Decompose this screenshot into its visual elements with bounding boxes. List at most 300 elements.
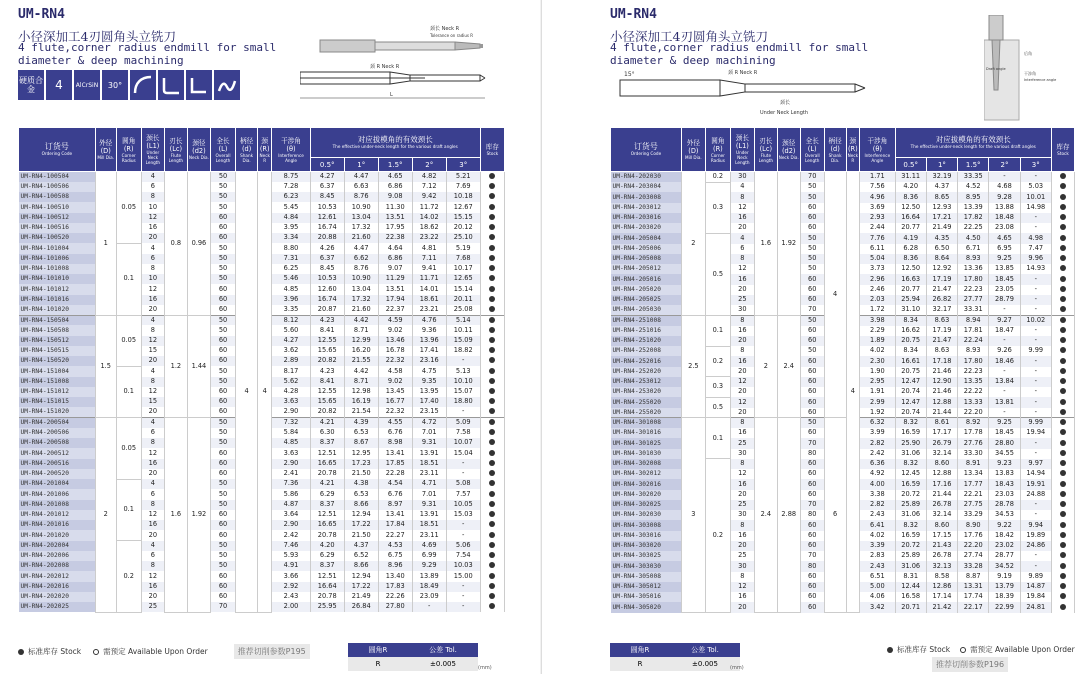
stock-status bbox=[1051, 510, 1074, 520]
stock-dot-icon bbox=[489, 173, 495, 179]
effective-length: 24.88 bbox=[1020, 490, 1051, 500]
effective-length: 21.55 bbox=[344, 356, 378, 366]
effective-length: 28.80 bbox=[989, 438, 1020, 448]
interference-angle: 2.90 bbox=[272, 520, 310, 530]
clearance-label: 后角 bbox=[1024, 51, 1032, 56]
angle-2: 2° bbox=[412, 158, 446, 172]
under-neck-length: 6 bbox=[141, 428, 164, 438]
under-neck-length: 12 bbox=[141, 448, 164, 458]
stock-status bbox=[1051, 428, 1074, 438]
effective-length: - bbox=[1020, 367, 1051, 377]
effective-length: 18.49 bbox=[412, 582, 446, 592]
effective-length: 33.31 bbox=[958, 305, 989, 315]
effective-length: 22.17 bbox=[958, 602, 989, 612]
order-code: UM-RN4-101004 bbox=[19, 243, 96, 253]
under-neck-length: 8 bbox=[730, 418, 754, 428]
order-code: UM-RN4-101008 bbox=[19, 264, 96, 274]
effective-length: 18.42 bbox=[989, 531, 1020, 541]
effective-length: 23.08 bbox=[989, 223, 1020, 233]
stock-dot-icon bbox=[1060, 583, 1066, 589]
order-code: UM-RN4-201020 bbox=[19, 530, 96, 540]
effective-length: - bbox=[1020, 213, 1051, 223]
interference-angle: 4.96 bbox=[860, 192, 895, 202]
effective-length: 20.82 bbox=[310, 356, 344, 366]
stock-dot-icon bbox=[1060, 532, 1066, 538]
stock-dot-icon bbox=[1060, 368, 1066, 374]
interference-angle: 1.71 bbox=[860, 172, 895, 183]
effective-length: 13.91 bbox=[412, 510, 446, 520]
effective-length: 8.98 bbox=[378, 438, 412, 448]
stock-dot-icon bbox=[489, 603, 495, 609]
effective-length: 20.72 bbox=[895, 490, 926, 500]
overall-length: 60 bbox=[800, 213, 824, 223]
neck-dia: 1.44 bbox=[187, 315, 210, 418]
order-code: UM-RN4-150504 bbox=[19, 315, 96, 325]
effective-length: 17.21 bbox=[926, 213, 957, 223]
tol-r-head: 圆角R bbox=[348, 643, 408, 657]
effective-length: 9.89 bbox=[1020, 572, 1051, 582]
stock-dot-icon bbox=[1060, 419, 1066, 425]
effective-length: 17.18 bbox=[926, 356, 957, 366]
stock-dot-icon bbox=[489, 573, 495, 579]
effective-length: 22.38 bbox=[378, 233, 412, 243]
effective-length: 9.97 bbox=[1020, 459, 1051, 469]
table-row bbox=[19, 172, 505, 182]
effective-length: 13.79 bbox=[989, 582, 1020, 592]
effective-length: 13.84 bbox=[989, 377, 1020, 387]
stock-dot-icon bbox=[1060, 296, 1066, 302]
effective-length: 16.77 bbox=[378, 397, 412, 407]
interference-angle: 3.99 bbox=[860, 428, 895, 438]
stock-status bbox=[1051, 264, 1074, 274]
interference-angle: 6.25 bbox=[272, 264, 310, 274]
stock-status bbox=[480, 264, 504, 274]
effective-length: 21.50 bbox=[344, 469, 378, 479]
order-code: UM-RN4-200508 bbox=[19, 438, 96, 448]
effective-length: 19.89 bbox=[1020, 531, 1051, 541]
tol-r-val-r: R bbox=[610, 657, 670, 671]
helix-badge: 30° bbox=[102, 70, 128, 100]
under-neck-length: 4 bbox=[730, 182, 754, 192]
interference-angle: 2.89 bbox=[272, 356, 310, 366]
interference-angle: 4.06 bbox=[860, 592, 895, 602]
effective-length: 6.29 bbox=[310, 551, 344, 561]
overall-length: 50 bbox=[800, 233, 824, 243]
effective-length: 10.01 bbox=[1020, 192, 1051, 202]
overall-length: 70 bbox=[800, 438, 824, 448]
effective-length: 4.59 bbox=[378, 315, 412, 325]
effective-length: - bbox=[446, 530, 480, 540]
stock-dot-icon bbox=[489, 347, 495, 353]
order-code: UM-RN4-100510 bbox=[19, 202, 96, 212]
effective-length: 32.17 bbox=[926, 305, 957, 315]
effective-length: 4.42 bbox=[344, 366, 378, 376]
effective-length: 4.75 bbox=[412, 366, 446, 376]
corner-radius: 0.3 bbox=[705, 182, 730, 233]
effective-length: 17.81 bbox=[958, 326, 989, 336]
under-neck-length: 8 bbox=[730, 459, 754, 469]
order-code: UM-RN4-101006 bbox=[19, 254, 96, 264]
stock-status bbox=[1051, 572, 1074, 582]
effective-length: 10.03 bbox=[446, 561, 480, 571]
interference-angle: 6.41 bbox=[860, 520, 895, 530]
order-code: UM-RN4-251008 bbox=[611, 315, 682, 325]
overall-length: 60 bbox=[800, 377, 824, 387]
order-code: UM-RN4-151020 bbox=[19, 407, 96, 417]
under-neck-length: 8 bbox=[730, 520, 754, 530]
effective-length: 23.21 bbox=[412, 305, 446, 315]
stock-status bbox=[480, 551, 504, 561]
order-code: UM-RN4-203004 bbox=[611, 182, 682, 192]
effective-length: 21.43 bbox=[926, 541, 957, 551]
effective-length: 6.37 bbox=[310, 182, 344, 192]
effective-length: 31.06 bbox=[895, 561, 926, 571]
effective-length: 22.27 bbox=[378, 530, 412, 540]
flutes-badge: 4 bbox=[46, 70, 72, 100]
effective-length: 23.22 bbox=[412, 233, 446, 243]
order-code: UM-RN4-205006 bbox=[611, 244, 682, 254]
effective-length: 22.26 bbox=[378, 592, 412, 602]
effective-length: 10.53 bbox=[310, 274, 344, 284]
neck-r: 4 bbox=[258, 172, 272, 613]
stock-status bbox=[480, 387, 504, 397]
effective-length: 17.41 bbox=[412, 346, 446, 356]
effective-length: 4.42 bbox=[344, 315, 378, 325]
effective-length: 8.32 bbox=[895, 459, 926, 469]
overall-length: 50 bbox=[210, 315, 235, 325]
effective-length: 17.84 bbox=[378, 520, 412, 530]
effective-length: 7.58 bbox=[446, 428, 480, 438]
effective-length: 22.32 bbox=[378, 407, 412, 417]
stock-status bbox=[480, 346, 504, 356]
effective-length: 4.98 bbox=[1020, 233, 1051, 243]
effective-length: 12.51 bbox=[310, 571, 344, 581]
interference-angle: 2.82 bbox=[860, 438, 895, 448]
stock-dot-icon bbox=[489, 214, 495, 220]
col-theta-r: 干涉角 (θ) Interference Angle bbox=[860, 128, 895, 172]
effective-length: 18.61 bbox=[412, 295, 446, 305]
stock-status bbox=[1051, 408, 1074, 418]
mill-dia: 2 bbox=[681, 172, 705, 316]
under-neck-length: 6 bbox=[141, 254, 164, 264]
stock-status bbox=[1051, 602, 1074, 612]
effective-length: 7.01 bbox=[412, 489, 446, 499]
effective-length: 15.65 bbox=[310, 397, 344, 407]
effective-length: 9.28 bbox=[989, 192, 1020, 202]
interference-angle: 2.43 bbox=[860, 561, 895, 571]
corner-radius: 0.5 bbox=[705, 233, 730, 315]
cutting-params-ref-r[interactable]: 推荐切削参数P196 bbox=[932, 657, 1008, 672]
overall-length: 50 bbox=[210, 561, 235, 571]
stock-status bbox=[1051, 520, 1074, 530]
draft-en: Draft angle bbox=[986, 67, 1006, 71]
effective-length: 12.55 bbox=[310, 336, 344, 346]
effective-length: 7.47 bbox=[1020, 244, 1051, 254]
effective-length: 16.65 bbox=[310, 459, 344, 469]
effective-length: 16.78 bbox=[378, 346, 412, 356]
effective-length: 8.32 bbox=[895, 520, 926, 530]
stock-status bbox=[480, 592, 504, 602]
effective-length: 5.21 bbox=[446, 172, 480, 182]
effective-length: 23.16 bbox=[412, 356, 446, 366]
overall-length: 50 bbox=[210, 202, 235, 212]
under-neck-length: 4 bbox=[141, 172, 164, 182]
stock-dot-icon bbox=[1060, 317, 1066, 323]
under-neck-length: 20 bbox=[730, 336, 754, 346]
interference-angle: 3.39 bbox=[860, 541, 895, 551]
stock-status bbox=[480, 428, 504, 438]
mill-dia: 3 bbox=[681, 418, 705, 613]
overall-length: 60 bbox=[800, 367, 824, 377]
effective-length: 10.53 bbox=[310, 202, 344, 212]
overall-length: 60 bbox=[210, 284, 235, 294]
effective-length: 6.50 bbox=[926, 244, 957, 254]
flute-length: 1.6 bbox=[164, 418, 187, 613]
effective-length: 12.67 bbox=[446, 202, 480, 212]
order-code: UM-RN4-252016 bbox=[611, 356, 682, 366]
overall-length: 50 bbox=[210, 325, 235, 335]
effective-length: 32.19 bbox=[926, 172, 957, 183]
order-code: UM-RN4-252008 bbox=[611, 346, 682, 356]
effective-length: 14.98 bbox=[1020, 203, 1051, 213]
effective-length: 12.92 bbox=[926, 264, 957, 274]
effective-length: 17.94 bbox=[378, 295, 412, 305]
under-neck-length: 16 bbox=[730, 479, 754, 489]
under-neck-length: 8 bbox=[141, 192, 164, 202]
stock-dot-icon bbox=[489, 183, 495, 189]
overall-length: 50 bbox=[800, 264, 824, 274]
3d-contour-icon bbox=[214, 70, 240, 100]
effective-length: 21.60 bbox=[344, 305, 378, 315]
interference-angle: 1.92 bbox=[860, 408, 895, 418]
stock-dot-icon bbox=[489, 460, 495, 466]
effective-length: - bbox=[1020, 377, 1051, 387]
interference-angle: 3.64 bbox=[272, 510, 310, 520]
effective-length: 28.77 bbox=[989, 551, 1020, 561]
effective-length: 8.66 bbox=[344, 561, 378, 571]
under-neck-length: 20 bbox=[730, 387, 754, 397]
interference-angle: 1.90 bbox=[860, 367, 895, 377]
effective-length: 9.29 bbox=[412, 561, 446, 571]
stock-status bbox=[1051, 561, 1074, 571]
stock-status bbox=[1051, 459, 1074, 469]
stock-dot-icon bbox=[1060, 173, 1066, 179]
interference-angle: 4.85 bbox=[272, 284, 310, 294]
effective-length: 12.60 bbox=[310, 284, 344, 294]
effective-length: 18.48 bbox=[989, 213, 1020, 223]
effective-length: 27.77 bbox=[958, 295, 989, 305]
effective-length: 21.44 bbox=[926, 408, 957, 418]
order-code: UM-RN4-202030 bbox=[611, 172, 682, 183]
effective-length: 6.53 bbox=[344, 428, 378, 438]
effective-length: 11.72 bbox=[412, 202, 446, 212]
interference-angle: 8.75 bbox=[272, 172, 310, 182]
stock-status bbox=[1051, 356, 1074, 366]
stock-dot-icon bbox=[489, 327, 495, 333]
title-en: 4 flute,corner radius endmill for small diameter & deep machining bbox=[18, 41, 277, 67]
angle-1-r: 1° bbox=[926, 158, 957, 172]
col-effective-r: 对应拔模角的有效颈长 The effective under-neck length for the various draft angles bbox=[895, 128, 1051, 158]
under-neck-length: 8 bbox=[730, 572, 754, 582]
effective-length: 21.47 bbox=[926, 285, 957, 295]
interference-angle: 4.85 bbox=[272, 438, 310, 448]
interference-angle: 4.00 bbox=[860, 479, 895, 489]
angle-0-5: 0.5° bbox=[310, 158, 344, 172]
order-code: UM-RN4-203012 bbox=[611, 203, 682, 213]
effective-length: 25.08 bbox=[446, 305, 480, 315]
neck-len-en: Under Neck Length bbox=[760, 110, 809, 116]
order-code: UM-RN4-205012 bbox=[611, 264, 682, 274]
effective-length: 14.87 bbox=[1020, 582, 1051, 592]
stock-status bbox=[1051, 397, 1074, 407]
overall-length: 50 bbox=[210, 264, 235, 274]
interference-angle: 2.96 bbox=[860, 274, 895, 284]
stock-dot-icon bbox=[1060, 337, 1066, 343]
effective-length: 8.97 bbox=[378, 500, 412, 510]
order-code: UM-RN4-100508 bbox=[19, 192, 96, 202]
interference-angle: 5.00 bbox=[860, 582, 895, 592]
interference-angle: 5.46 bbox=[272, 274, 310, 284]
order-code: UM-RN4-202006 bbox=[19, 551, 96, 561]
angle-2-r: 2° bbox=[989, 158, 1020, 172]
overall-length: 60 bbox=[210, 295, 235, 305]
effective-length: 33.30 bbox=[958, 449, 989, 459]
effective-length: 20.82 bbox=[310, 407, 344, 417]
effective-length: 25.89 bbox=[895, 551, 926, 561]
effective-length: 16.20 bbox=[344, 346, 378, 356]
order-code: UM-RN4-202020 bbox=[19, 592, 96, 602]
stock-dot-icon bbox=[489, 450, 495, 456]
effective-length: 4.47 bbox=[344, 243, 378, 253]
interference-angle: 2.30 bbox=[860, 356, 895, 366]
stock-dot-icon bbox=[1060, 552, 1066, 558]
effective-length: 31.06 bbox=[895, 510, 926, 520]
stock-status bbox=[480, 602, 504, 612]
interference-angle: 8.12 bbox=[272, 315, 310, 325]
order-code: UM-RN4-255020 bbox=[611, 408, 682, 418]
effective-length: 22.24 bbox=[958, 336, 989, 346]
stock-status bbox=[480, 561, 504, 571]
effective-length: 15.07 bbox=[446, 387, 480, 397]
effective-length: 8.63 bbox=[926, 346, 957, 356]
effective-length: - bbox=[446, 520, 480, 530]
interference-angle: 4.02 bbox=[860, 346, 895, 356]
effective-length: 32.14 bbox=[926, 449, 957, 459]
effective-length: 8.45 bbox=[310, 264, 344, 274]
neck-dia: 2.88 bbox=[777, 418, 800, 613]
effective-length: 20.75 bbox=[895, 336, 926, 346]
right-table-body bbox=[611, 172, 1075, 613]
interference-angle: 6.36 bbox=[860, 459, 895, 469]
interference-angle: 2.03 bbox=[860, 295, 895, 305]
under-neck-length: 20 bbox=[141, 356, 164, 366]
stock-status bbox=[1051, 438, 1074, 448]
overall-length: 60 bbox=[800, 285, 824, 295]
effective-length: 16.65 bbox=[310, 520, 344, 530]
effective-length: 21.50 bbox=[344, 530, 378, 540]
interference-angle: 3.63 bbox=[272, 397, 310, 407]
stock-dot-icon bbox=[489, 398, 495, 404]
effective-length: 6.53 bbox=[344, 489, 378, 499]
col-neckr: 颈 (R) Neck R bbox=[258, 128, 272, 172]
interference-angle: 4.92 bbox=[860, 469, 895, 479]
product-code-r: UM-RN4 bbox=[610, 7, 657, 22]
overall-length: 50 bbox=[800, 315, 824, 325]
effective-length: 17.77 bbox=[958, 479, 989, 489]
order-code: UM-RN4-251020 bbox=[611, 336, 682, 346]
stock-status bbox=[480, 500, 504, 510]
stock-dot-icon bbox=[1060, 265, 1066, 271]
effective-length: 21.60 bbox=[344, 233, 378, 243]
effective-length: 10.18 bbox=[446, 192, 480, 202]
effective-length: - bbox=[1020, 561, 1051, 571]
effective-length: 20.72 bbox=[895, 541, 926, 551]
effective-length: 26.84 bbox=[344, 602, 378, 612]
effective-length: - bbox=[989, 367, 1020, 377]
effective-length: 18.80 bbox=[446, 397, 480, 407]
effective-length: 4.65 bbox=[378, 172, 412, 182]
overall-length: 60 bbox=[210, 387, 235, 397]
col-shank: 柄径 (d) Shank Dia. bbox=[236, 128, 258, 172]
stock-dot-icon bbox=[489, 224, 495, 230]
order-code: UM-RN4-100504 bbox=[19, 172, 96, 182]
interference-angle: 2.95 bbox=[860, 377, 895, 387]
under-neck-length: 4 bbox=[141, 479, 164, 489]
effective-length: 25.95 bbox=[310, 602, 344, 612]
effective-length: 9.19 bbox=[989, 572, 1020, 582]
effective-length: 20.88 bbox=[310, 233, 344, 243]
effective-length: 4.21 bbox=[310, 418, 344, 428]
effective-length: 6.37 bbox=[310, 254, 344, 264]
overall-length: 70 bbox=[800, 500, 824, 510]
under-neck-length: 20 bbox=[141, 407, 164, 417]
order-code: UM-RN4-150520 bbox=[19, 356, 96, 366]
overall-length: 50 bbox=[800, 182, 824, 192]
order-code: UM-RN4-205008 bbox=[611, 254, 682, 264]
stock-dot-icon-r bbox=[887, 647, 893, 653]
cutting-params-ref[interactable]: 推荐切削参数P195 bbox=[234, 644, 310, 659]
overall-length: 50 bbox=[210, 541, 235, 551]
col-stock: 库存 Stock bbox=[480, 128, 504, 172]
under-neck-length: 25 bbox=[730, 295, 754, 305]
overall-length: 50 bbox=[210, 254, 235, 264]
effective-length: 28.78 bbox=[989, 500, 1020, 510]
effective-length: 20.74 bbox=[895, 387, 926, 397]
interference-angle: 2.82 bbox=[860, 500, 895, 510]
interference-angle: 5.84 bbox=[272, 428, 310, 438]
title-cn: 小径深加工4刃圆角头立铣刀 bbox=[18, 29, 176, 44]
under-neck-length: 25 bbox=[730, 500, 754, 510]
effective-length: 20.78 bbox=[310, 592, 344, 602]
order-code: UM-RN4-305008 bbox=[611, 572, 682, 582]
stock-status bbox=[480, 459, 504, 469]
effective-length: 27.75 bbox=[958, 500, 989, 510]
effective-length: 8.41 bbox=[310, 377, 344, 387]
order-code: UM-RN4-205004 bbox=[611, 233, 682, 243]
order-code: UM-RN4-202004 bbox=[19, 541, 96, 551]
effective-length: 13.46 bbox=[378, 336, 412, 346]
effective-length: 25.90 bbox=[895, 438, 926, 448]
effective-length: 7.57 bbox=[446, 489, 480, 499]
overall-length: 60 bbox=[800, 428, 824, 438]
tol-head: 公差 Tol. bbox=[408, 643, 478, 657]
overall-length: 50 bbox=[800, 244, 824, 254]
stock-dot-icon bbox=[1060, 399, 1066, 405]
stock-status bbox=[1051, 541, 1074, 551]
effective-length: 17.82 bbox=[958, 213, 989, 223]
col-d2-r: 颈径 (d2) Neck Dia. bbox=[777, 128, 800, 172]
overall-length: 60 bbox=[210, 305, 235, 315]
